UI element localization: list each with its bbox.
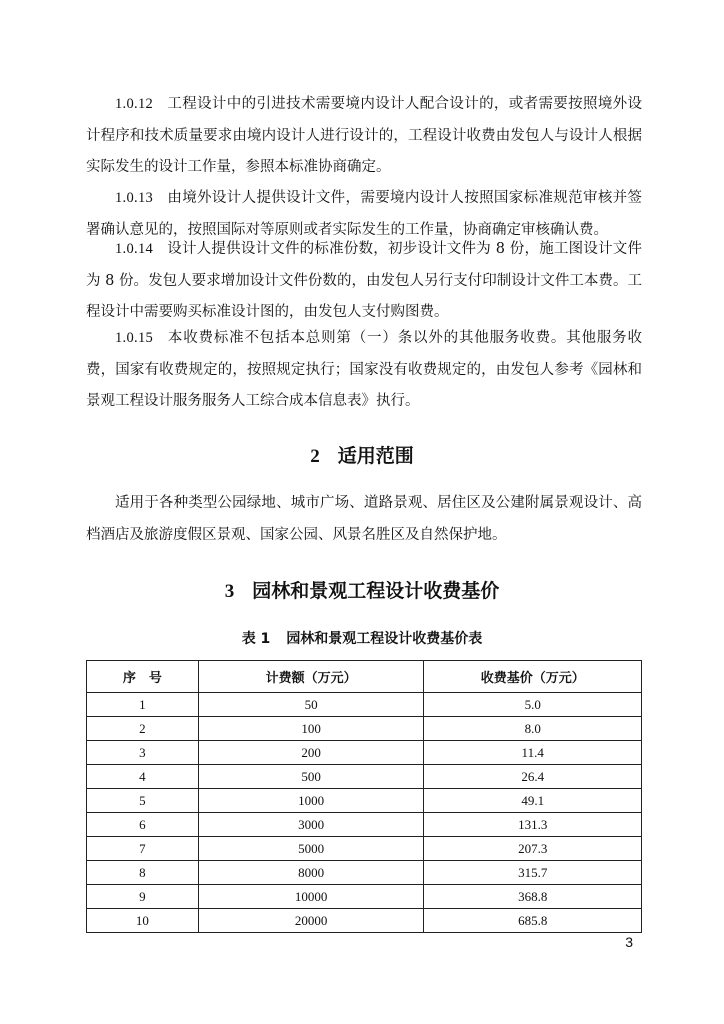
fee-base-cell: 10000 xyxy=(198,885,424,909)
base-price-cell: 207.3 xyxy=(424,837,642,861)
fee-base-cell: 20000 xyxy=(198,909,424,933)
clause-number: 1.0.12 xyxy=(115,96,154,112)
fee-base-cell: 100 xyxy=(198,717,424,741)
page-number: 3 xyxy=(625,934,633,950)
seq-cell: 6 xyxy=(87,813,199,837)
clause-1-0-12 xyxy=(86,89,642,184)
seq-cell: 7 xyxy=(87,837,199,861)
table-row xyxy=(87,837,642,861)
table-row xyxy=(87,717,642,741)
fee-base-cell: 1000 xyxy=(198,789,424,813)
seq-cell: 9 xyxy=(87,885,199,909)
table-row xyxy=(87,909,642,933)
fee-base-cell: 500 xyxy=(198,765,424,789)
table-row xyxy=(87,861,642,885)
clause-text: 工程设计中的引进技术需要境内设计人配合设计的，或者需要按照境外设计程序和技术质量要求由境内设计人进行设计的，工程设计收费由发包人与设计人根据实际发生的设计工作量，参照本标准协商确定。 xyxy=(86,96,642,175)
clause-text: 由境外设计人提供设计文件，需要境内设计人按照国家标准规范审核并签署确认意见的，按照国际对等原则或者实际发生的工作量，协商确定审核确认费。 xyxy=(86,190,642,238)
clause-1-0-15 xyxy=(86,323,642,418)
clause-text: 设计人提供设计文件的标准份数，初步设计文件为 8 份，施工图设计文件为 8 份。发包人要求增加设计文件份数的，由发包人另行支付印制设计文件工本费。工程设计中需要购买标准设计图的，由发包人支付购图费。 xyxy=(86,241,642,320)
table-header-row xyxy=(87,661,642,693)
seq-cell: 8 xyxy=(87,861,199,885)
seq-cell: 2 xyxy=(87,717,199,741)
section-2-text: 适用于各种类型公园绿地、城市广场、道路景观、居住区及公建附属景观设计、高档酒店及旅游度假区景观、国家公园、风景名胜区及自然保护地。 xyxy=(86,495,642,543)
base-price-cell: 11.4 xyxy=(424,741,642,765)
section-3-heading xyxy=(0,576,724,603)
section-title: 适用范围 xyxy=(337,445,414,467)
table-row xyxy=(87,813,642,837)
table-row xyxy=(87,765,642,789)
base-price-cell: 8.0 xyxy=(424,717,642,741)
fee-table xyxy=(86,660,642,933)
seq-cell: 10 xyxy=(87,909,199,933)
table-caption-title: 园林和景观工程设计收费基价表 xyxy=(286,631,483,647)
table-row xyxy=(87,741,642,765)
table-row xyxy=(87,789,642,813)
header-fee-base: 计费额（万元） xyxy=(198,661,424,693)
table-caption-number: 表 1 xyxy=(241,631,271,647)
seq-cell: 4 xyxy=(87,765,199,789)
fee-base-cell: 8000 xyxy=(198,861,424,885)
section-number: 2 xyxy=(310,446,320,467)
clause-text: 本收费标准不包括本总则第（一）条以外的其他服务收费。其他服务收费，国家有收费规定的，按照规定执行；国家没有收费规定的，由发包人参考《园林和景观工程设计服务服务人工综合成本信息表》执行。 xyxy=(86,330,642,409)
clause-1-0-14 xyxy=(86,234,642,329)
section-2-heading xyxy=(0,441,724,468)
base-price-cell: 368.8 xyxy=(424,885,642,909)
seq-cell: 3 xyxy=(87,741,199,765)
clause-number: 1.0.14 xyxy=(115,241,154,257)
base-price-cell: 315.7 xyxy=(424,861,642,885)
base-price-cell: 131.3 xyxy=(424,813,642,837)
section-title: 园林和景观工程设计收费基价 xyxy=(252,580,500,602)
fee-base-cell: 200 xyxy=(198,741,424,765)
header-base-price: 收费基价（万元） xyxy=(424,661,642,693)
clause-number: 1.0.15 xyxy=(115,330,154,346)
table-row xyxy=(87,693,642,717)
base-price-cell: 5.0 xyxy=(424,693,642,717)
seq-cell: 1 xyxy=(87,693,199,717)
section-number: 3 xyxy=(224,581,235,602)
fee-base-cell: 50 xyxy=(198,693,424,717)
table-caption xyxy=(0,628,724,648)
seq-cell: 5 xyxy=(87,789,199,813)
header-seq: 序 号 xyxy=(87,661,199,693)
table-row xyxy=(87,885,642,909)
fee-base-cell: 3000 xyxy=(198,813,424,837)
base-price-cell: 26.4 xyxy=(424,765,642,789)
clause-number: 1.0.13 xyxy=(115,190,154,206)
base-price-cell: 49.1 xyxy=(424,789,642,813)
fee-base-cell: 5000 xyxy=(198,837,424,861)
base-price-cell: 685.8 xyxy=(424,909,642,933)
